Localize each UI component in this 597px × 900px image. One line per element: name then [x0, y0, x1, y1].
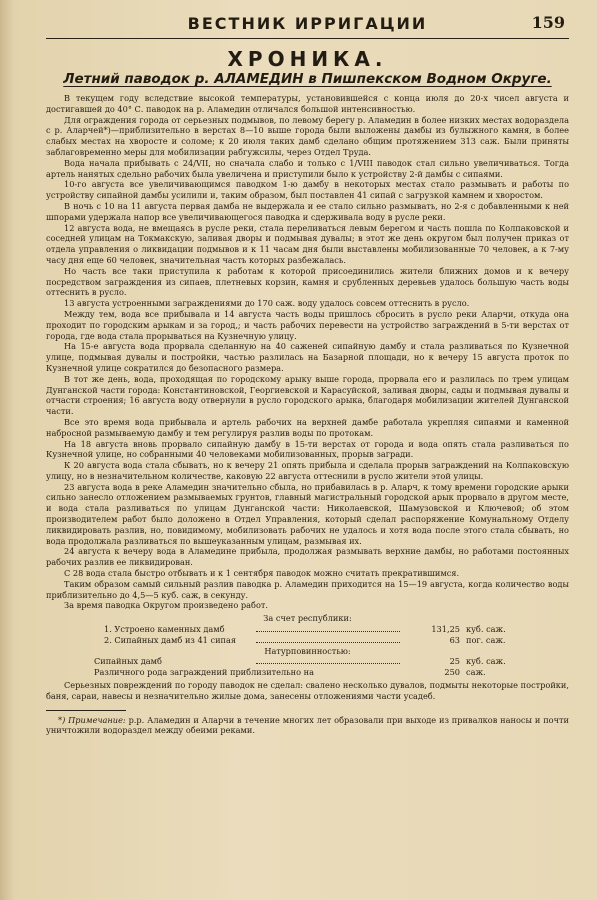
paragraph: В текущем году вследствие высокой температуры, установившейся с конца июля до 20-х чисел августа и достигавшей до 40° С. паводок на р. Аламедин отличался большой интенсивностью. — [46, 93, 569, 114]
paragraph: 10-го августа все увеличивающимся паводком 1-ю дамбу в некоторых местах стало размывать и работы по устройству сипайной дамбы усилили и, таким образом, был поставлен 41 сипай с загрузкой камнем и хворостом. — [46, 179, 569, 201]
stat-value: 131,25 — [431, 624, 460, 635]
page-number: 159 — [531, 13, 565, 32]
footnote — [46, 715, 569, 737]
running-header — [46, 8, 569, 39]
paragraph: 12 августа вода, не вмещаясь в русле реки, стала переливаться левым берегом и часть пошла по Колпаковской и соседней улицам на Токмакскую, заливая дворы и подмывая дувалы; в этот же день округом был получен приказ от отдела управления о ликвидации подмывов и к 11 часам дня были выставлены мобилизованные 70 человек, а к 7-му часу дня еще 60 человек, значительная часть которых разбежалась. — [46, 222, 569, 265]
stat-label: Сипайных дамб — [94, 656, 162, 667]
natural-heading: Натурповинностью: — [264, 645, 351, 656]
stat-row — [46, 667, 569, 678]
paragraph: На 15-е августа вода прорвала сделанную на 40 саженей сипайную дамбу и стала разливаться по Кузнечной улице, подмывая дувалы и постройки, частью разлилась на Базарной площади, но к вечеру 15 августа проток по Кузнечной улице сократился до безопасного размера. — [46, 341, 569, 373]
stat-row — [46, 624, 569, 635]
paragraph: За время паводка Округом произведено работ. — [64, 600, 269, 611]
paragraph: С 28 вода стала быстро отбывать и к 1 сентября паводок можно считать прекратившимся. — [64, 568, 460, 579]
paragraph: К 20 августа вода стала сбывать, но к вечеру 21 опять прибыла и сделала прорыв заграждений на Колпаковскую улицу, но в незначительном количестве, каковую 22 августа оттеснили в русло жители этой улицы. — [46, 460, 569, 481]
paragraph: Вода начала прибывать с 24/VII, но сначала слабо и только с 1/VIII паводок стал сильно увеличиваться. Тогда артель нанятых сдельно рабочих была увеличена и приступили было к устройству 2-й дамбы с сипаями. — [46, 157, 569, 179]
stat-value: 250 — [444, 667, 460, 678]
paragraph: Но часть все таки приступила к работам к которой присоединились жители ближних домов и к вечеру посредством заграждения из сипаев, плетневых корзин, камня и срубленных деревьев удалось большую часть воды оттеснить в русло. — [46, 265, 569, 298]
stat-unit: куб. саж. — [466, 624, 506, 635]
stat-value: 63 — [449, 634, 460, 645]
closing-paragraph: Серьезных повреждений по городу паводок не сделал: свалено несколько дувалов, подмыты некоторые постройки, баня, сараи, навесы и незначительно жилые дома, занесены отложениями части усадеб. — [46, 680, 569, 701]
paragraph: 24 августа к вечеру вода в Аламедине прибыла, продолжая размывать верхние дамбы, но работами постоянных рабочих разлив ее ликвидирован. — [46, 546, 569, 568]
works-summary — [46, 613, 569, 678]
dotted-leader — [256, 663, 400, 664]
paragraph: На 18 августа вновь прорвало сипайную дамбу в 15-ти верстах от города и вода опять стала разливаться по Кузнечной улице, но собранными 40 человеками мобилизованных, прорыв загради. — [46, 438, 569, 460]
stat-unit: саж. — [466, 667, 486, 678]
stat-label: 2. Сипайных дамб из 41 сипая — [104, 634, 237, 645]
paragraph: 23 августа вода в реке Аламедин значительно сбыла, но прибавилась в р. Аларч, к тому времени городские арыки сильно занесло отложением размываемых грунтов, главный магистральный городской арык прорвало в другом месте, и вода стала разливаться по улицам Дунганской части: Николаевской, Шамузовской и Ключевой; об этом производителем работ было доложено в Отдел Управления, который сделал распоряжение Комунальному Отделу ликвидировать разлив, но, повидимому, мобилизовать рабочих не удалось и хотя вода после этого стала сбывать, но вода продолжала разливаться по вышеуказанным улицам, размывая их. — [46, 481, 569, 546]
paragraph: В тот же день, вода, проходящая по городскому арыку выше города, прорвала его и разлилась по трем улицам Дунганской части города: Константиновской, Георгиевской и Карасуйской, заливая дворы, сады и подмывая дувалы и отчасти строения; 16 августа воду отвернули в русло городского арыка, благодаря мобилизации жителей Дунганской части. — [46, 373, 569, 417]
dotted-leader — [256, 631, 400, 632]
footnote-text: р.р. Аламедин и Аларчи в течение многих лет образовали при выходе из привалков наносы и почти уничтожили водораздел между обеими реками. — [46, 714, 569, 736]
paragraph: Между тем, вода все прибывала и 14 августа часть воды пришлось сбросить в русло реки Аларчи, откуда она проходит по городским арыкам и за город,; и часть рабочих перевести на устройство заграждений в 5-ти верстах от города, где вода стала прорываться на Кузнечную улицу. — [46, 308, 569, 341]
stat-unit: куб. саж. — [466, 656, 506, 667]
stat-label: 1. Устроено каменных дамб — [104, 624, 225, 635]
footnote-divider — [46, 710, 126, 711]
stat-unit: пог. саж. — [466, 634, 506, 645]
stat-row — [46, 656, 569, 667]
stat-label: Различного рода заграждений приблизительно на — [94, 667, 315, 678]
republic-heading: За счет республики: — [263, 613, 352, 624]
dotted-leader — [256, 642, 400, 643]
paragraph: 13 августа устроенными заграждениями до 170 саж. воду удалось совсем оттеснить в русло. — [64, 298, 470, 309]
article-title: Летний паводок р. АЛАМЕДИН в Пишпекском Водном Округе. — [63, 71, 552, 87]
paragraph: В ночь с 10 на 11 августа первая дамба не выдержала и ее стало сильно размывать, но 2-я с добавленными к ней шпорами удержала напор все увеличивающегося паводка и сдерживала воду в русле реки. — [46, 200, 569, 222]
journal-name: ВЕСТНИК ИРРИГАЦИИ — [187, 14, 428, 33]
footnote-label: *) Примечание: — [58, 714, 126, 725]
paragraph: Таким образом самый сильный разлив паводка р. Аламедин приходится на 15—19 августа, когда количество воды приблизительно до 4,5—5 куб. саж, в секунду. — [46, 578, 569, 600]
section-title: ХРОНИКА. — [227, 47, 388, 71]
stat-value: 25 — [449, 656, 460, 667]
paragraph: Для ограждения города от серьезных подмывов, по левому берегу р. Аламедин в более низких местах водораздела с р. Аларчей*)—приблизительно в верстах 8—10 выше города были выложены дамбы из булыжного камня, в более слабых местах на хворосте и соломе; к 20 июля таких дамб сделано общим протяжением 313 саж. Были приняты заблаговременно меры для мобилизации рабгужсилы, через Отдел Труда. — [46, 114, 569, 157]
paragraph: Все это время вода прибывала и артель рабочих на верхней дамбе работала укрепляя сипаями и каменной набросной размываемую дамбу и тем регулируя разлив воды по протокам. — [46, 416, 569, 438]
stat-row — [46, 635, 569, 646]
article-body — [46, 93, 569, 611]
